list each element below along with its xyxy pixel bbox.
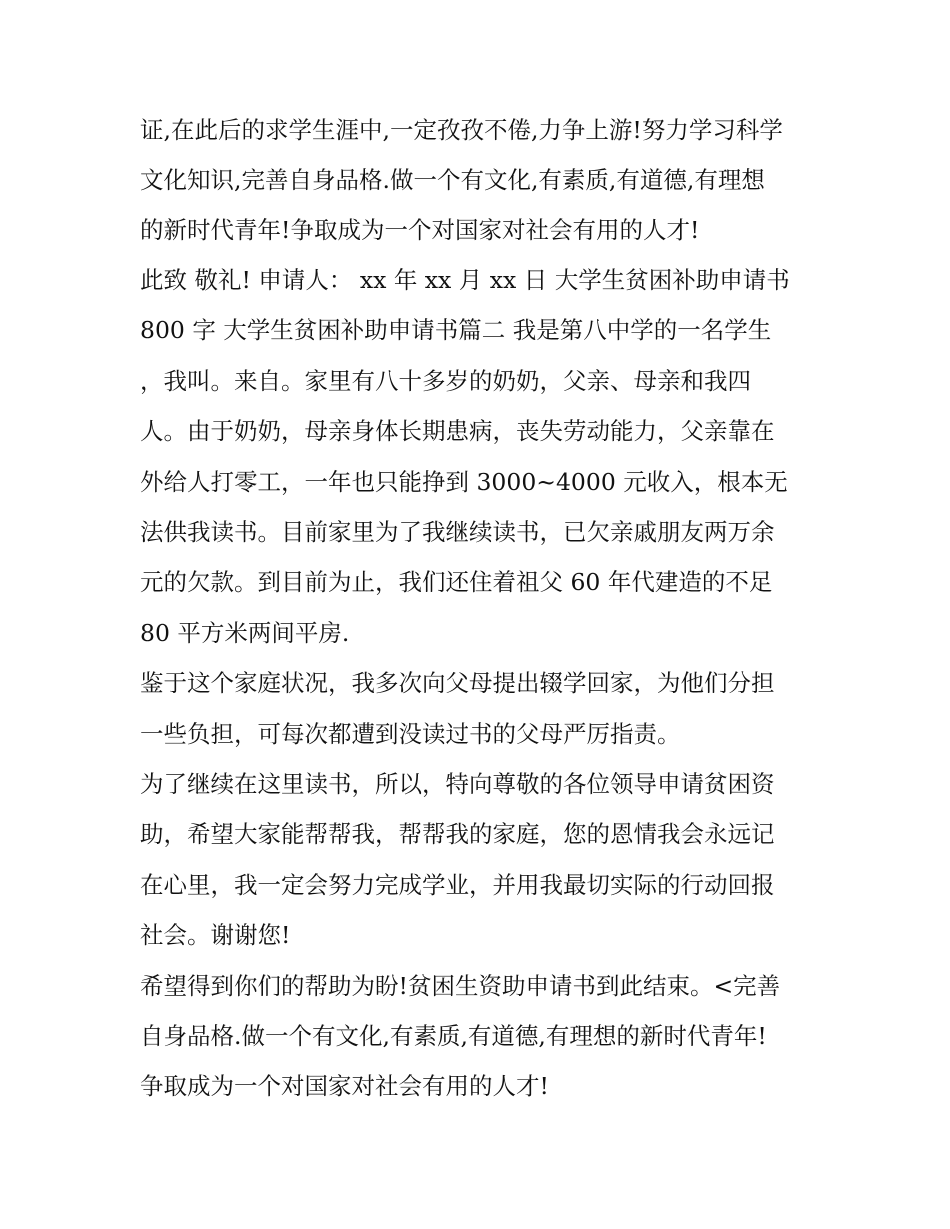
text-line: 80 平方米两间平房. <box>140 619 350 647</box>
text-line: ，我叫。来自。家里有八十多岁的奶奶，父亲、母亲和我四 <box>140 367 751 395</box>
text-line: 此致 敬礼! 申请人： xx 年 xx 月 xx 日 大学生贫困补助申请书 <box>140 266 790 294</box>
text-line: 法供我读书。目前家里为了我继续读书，已欠亲戚朋友两万余 <box>140 518 775 546</box>
text-line: 元的欠款。到目前为止，我们还住着祖父 60 年代建造的不足 <box>140 568 773 596</box>
text-line: 人。由于奶奶，母亲身体长期患病，丧失劳动能力，父亲靠在 <box>140 417 775 445</box>
text-line: 的新时代青年!争取成为一个对国家对社会有用的人才! <box>140 216 700 244</box>
text-line: 外给人打零工，一年也只能挣到 3000~4000 元收入，根本无 <box>140 468 788 496</box>
text-line: 希望得到你们的帮助为盼!贫困生资助申请书到此结束。<完善 <box>140 972 781 1000</box>
text-line: 文化知识,完善自身品格.做一个有文化,有素质,有道德,有理想 <box>140 166 765 194</box>
text-line: 助，希望大家能帮帮我，帮帮我的家庭，您的恩情我会永远记 <box>140 820 775 848</box>
text-line: 争取成为一个对国家对社会有用的人才! <box>140 1072 549 1100</box>
text-line: 证,在此后的求学生涯中,一定孜孜不倦,力争上游!努力学习科学 <box>140 116 783 144</box>
text-line: 鉴于这个家庭状况，我多次向父母提出辍学回家，为他们分担 <box>140 669 775 697</box>
text-line: 自身品格.做一个有文化,有素质,有道德,有理想的新时代青年! <box>140 1022 767 1050</box>
text-line: 为了继续在这里读书，所以，特向尊敬的各位领导申请贫困资 <box>140 770 775 798</box>
text-line: 800 字 大学生贫困补助申请书篇二 我是第八中学的一名学生 <box>140 316 772 344</box>
text-line: 在心里，我一定会努力完成学业，并用我最切实际的行动回报 <box>140 871 775 899</box>
text-line: 社会。谢谢您! <box>140 921 291 949</box>
text-line: 一些负担，可每次都遭到没读过书的父母严厉指责。 <box>140 720 681 748</box>
